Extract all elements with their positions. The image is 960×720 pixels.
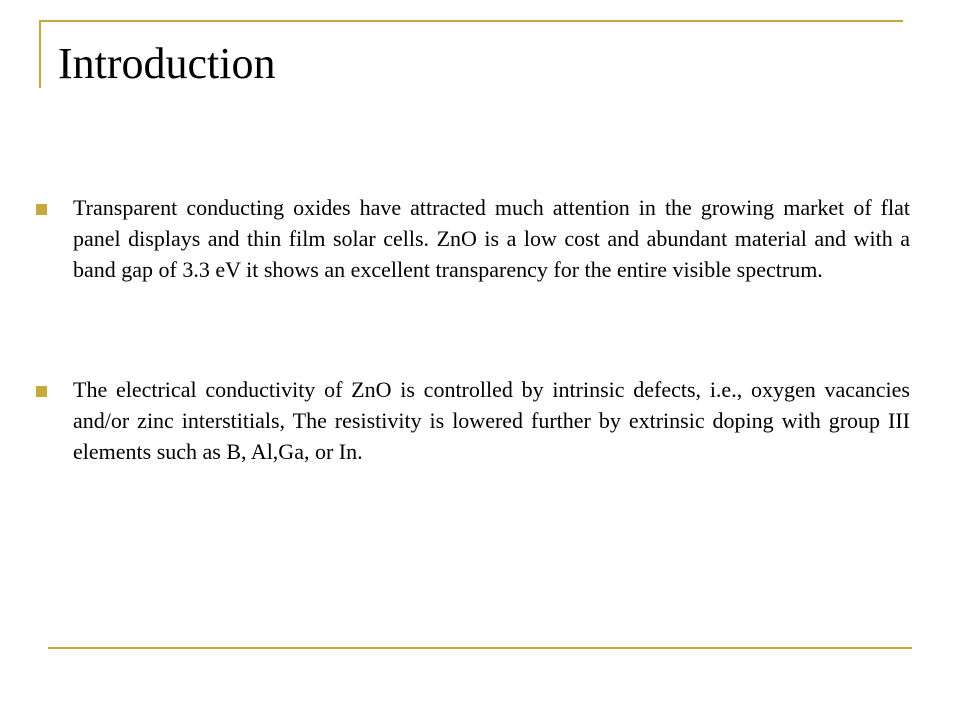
bullet-text: The electrical conductivity of ZnO is controlled by intrinsic defects, i.e., oxygen vacancies and/or zinc interstitials, The resistivity is lowered further by extrinsic doping with group III elements such as B, Al,Ga, or In. <box>73 377 910 464</box>
top-divider <box>39 20 903 22</box>
bullet-text: Transparent conducting oxides have attracted much attention in the growing market of flat panel displays and thin film solar cells. ZnO is a low cost and abundant material and with a band gap of 3.3 eV it shows an excellent transparency for the entire visible spectrum. <box>73 195 910 282</box>
square-bullet-icon <box>36 204 47 215</box>
bullet-list <box>36 192 910 467</box>
square-bullet-icon <box>36 386 47 397</box>
bullet-item <box>36 374 910 467</box>
bullet-item <box>36 192 910 285</box>
slide-title: Introduction <box>58 39 276 88</box>
bottom-divider <box>48 647 912 649</box>
left-title-accent <box>39 20 41 88</box>
